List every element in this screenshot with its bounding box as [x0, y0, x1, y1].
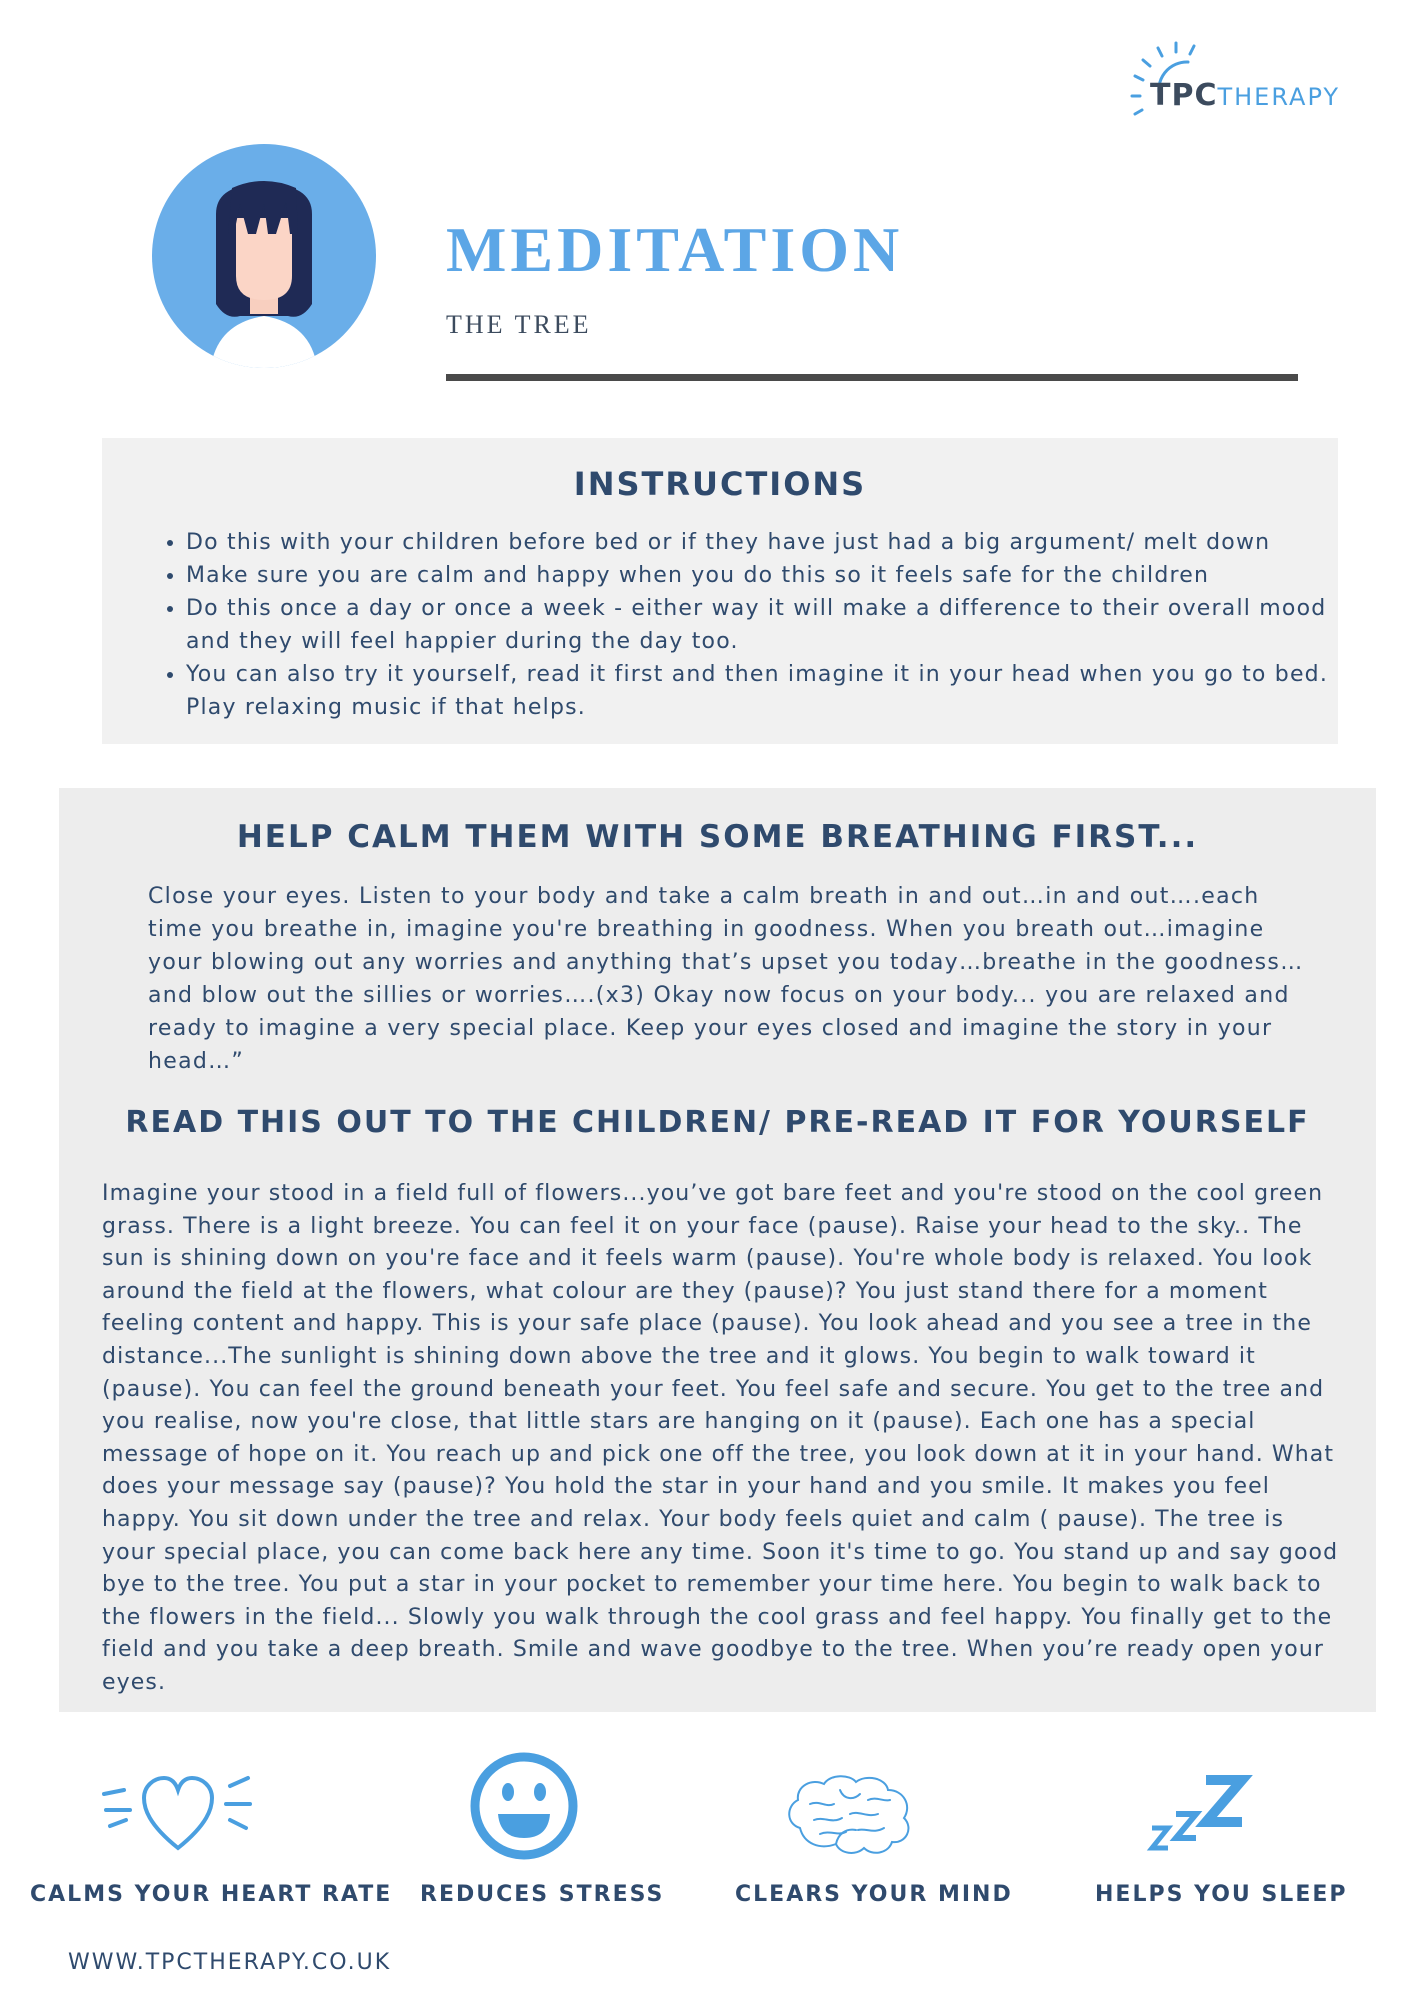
- title-divider: [446, 374, 1298, 381]
- story-heading: READ THIS OUT TO THE CHILDREN/ PRE-READ IT FOR YOURSELF: [125, 1105, 1310, 1140]
- list-item: • You can also try it yourself, read it first and then imagine it in your head when you go to bed. Play relaxing music if that helps.: [186, 658, 1356, 724]
- smiley-icon: [468, 1750, 580, 1862]
- logo-wordmark: [1150, 78, 1340, 113]
- benefit-label-sleep: HELPS YOU SLEEP: [1095, 1882, 1348, 1907]
- logo-therapy: THERAPY: [1217, 83, 1341, 111]
- breathing-text: Close your eyes. Listen to your body and take a calm breath in and out…in and out….each time you breathe in, imagine you're breathing in goodness. When you breath out…imagine your blowing out any worries and anything that’s upset you today…breathe in the goodness…and blow out the sillies or worries….(x3) Okay now focus on your body... you are relaxed and ready to imagine a very special place. Keep your eyes closed and imagine the story in your head…”: [148, 884, 1304, 1074]
- logo-tpc: TPC: [1150, 78, 1218, 113]
- meditation-panel: [59, 788, 1376, 1712]
- instructions-heading: INSTRUCTIONS: [573, 465, 867, 503]
- avatar-girl-icon: [152, 144, 376, 368]
- instructions-panel: [102, 438, 1338, 744]
- page-subtitle: THE TREE: [446, 310, 592, 339]
- page-title: MEDITATION: [446, 214, 904, 285]
- benefit-label-stress: REDUCES STRESS: [420, 1882, 665, 1907]
- list-item: • Do this once a day or once a week - either way it will make a difference to their overall mood and they will feel happier during the day too.: [186, 592, 1356, 658]
- instructions-list: [152, 526, 1356, 724]
- list-item: • Do this with your children before bed or if they have just had a big argument/ melt down: [186, 526, 1356, 559]
- zzz-icon: [1146, 1770, 1256, 1854]
- breathing-heading: HELP CALM THEM WITH SOME BREATHING FIRST...: [236, 819, 1199, 855]
- story-text: Imagine your stood in a field full of flowers...you’ve got bare feet and you're stood on the cool green grass. There is a light breeze. You can feel it on your face (pause). Raise your head to the sky.. The sun is shining down on you're face and it feels warm (pause). You're whole body is relaxed. You look around the field at the flowers, what colour are they (pause)? You just stand there for a moment feeling content and happy. This is your safe place (pause). You look ahead and you see a tree in the distance...The sunlight is shining down above the tree and it glows. You begin to walk toward it (pause). You can feel the ground beneath your feet. You feel safe and secure. You get to the tree and you realise, now you're close, that little stars are hanging on it (pause). Each one has a special message of hope on it. You reach up and pick one off the tree, you look down at it in your hand. What does your message say (pause)? You hold the star in your hand and you smile. It makes you feel happy. You sit down under the tree and relax. Your body feels quiet and calm ( pause). The tree is your special place, you can come back here any time. Soon it's time to go. You stand up and say good bye to the tree. You put a star in your pocket to remember your time here. You begin to walk back to the flowers in the field... Slowly you walk through the cool grass and feel happy. You finally get to the field and you take a deep breath. Smile and wave goodbye to the tree. When you’re ready open your eyes.: [102, 1181, 1339, 1695]
- website-link[interactable]: WWW.TPCTHERAPY.CO.UK: [68, 1950, 392, 1975]
- list-item: • Make sure you are calm and happy when you do this so it feels safe for the children: [186, 559, 1356, 592]
- brain-icon: [780, 1770, 920, 1860]
- heart-icon: [98, 1764, 258, 1858]
- benefit-label-heart-rate: CALMS YOUR HEART RATE: [30, 1882, 393, 1907]
- benefit-label-mind: CLEARS YOUR MIND: [735, 1882, 1013, 1907]
